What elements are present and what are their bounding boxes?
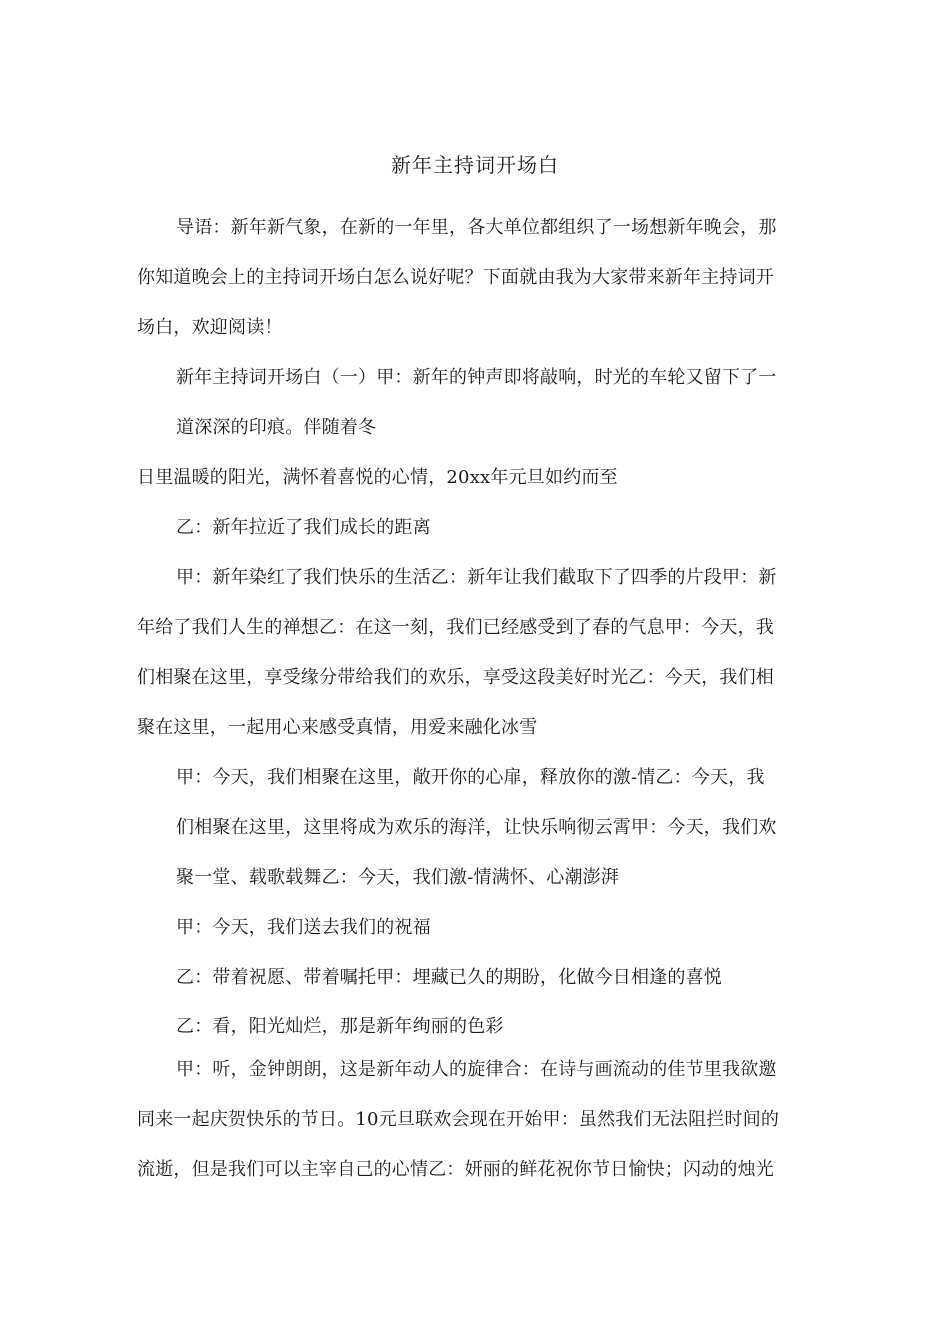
paragraph-line: 新年主持词开场白（一）甲：新年的钟声即将敲响，时光的车轮又留下了一: [176, 367, 777, 388]
document-title: 新年主持词开场白: [391, 153, 559, 177]
paragraph-line: 们相聚在这里，这里将成为欢乐的海洋，让快乐响彻云霄甲：今天，我们欢: [176, 817, 777, 838]
paragraph-line: 同来一起庆贺快乐的节日。10元旦联欢会现在开始甲：虽然我们无法阻拦时间的: [137, 1109, 780, 1130]
paragraph-line: 日里温暖的阳光，满怀着喜悦的心情，20xx年元旦如约而至: [137, 467, 618, 488]
paragraph-line: 年给了我们人生的禅想乙：在这一刻，我们已经感受到了春的气息甲：今天，我: [137, 617, 774, 638]
paragraph-line: 甲：听，金钟朗朗，这是新年动人的旋律合：在诗与画流动的佳节里我欲邀: [176, 1059, 777, 1080]
paragraph-line: 道深深的印痕。伴随着冬: [176, 417, 377, 438]
paragraph-line: 导语：新年新气象，在新的一年里，各大单位都组织了一场想新年晚会，那: [176, 217, 777, 238]
paragraph-line: 甲：新年染红了我们快乐的生活乙：新年让我们截取下了四季的片段甲：新: [176, 567, 777, 588]
paragraph-line: 你知道晚会上的主持词开场白怎么说好呢？下面就由我为大家带来新年主持词开: [137, 267, 774, 288]
paragraph-line: 流逝，但是我们可以主宰自己的心情乙：妍丽的鲜花祝你节日愉快；闪动的烛光: [137, 1159, 774, 1180]
paragraph-line: 乙：看，阳光灿烂，那是新年绚丽的色彩: [176, 1016, 504, 1037]
paragraph-line: 甲：今天，我们相聚在这里，敞开你的心扉，释放你的激-情乙：今天，我: [176, 767, 765, 788]
paragraph-line: 聚在这里，一起用心来感受真情，用爱来融化冰雪: [137, 717, 538, 738]
paragraph-line: 乙：新年拉近了我们成长的距离: [176, 517, 431, 538]
paragraph-line: 聚一堂、载歌载舞乙：今天，我们激-情满怀、心潮澎湃: [176, 867, 620, 888]
paragraph-line: 们相聚在这里，享受缘分带给我们的欢乐，享受这段美好时光乙：今天，我们相: [137, 667, 774, 688]
paragraph-line: 乙：带着祝愿、带着嘱托甲：埋藏已久的期盼，化做今日相逢的喜悦: [176, 967, 722, 988]
paragraph-line: 甲：今天，我们送去我们的祝福: [176, 917, 431, 938]
paragraph-line: 场白，欢迎阅读！: [137, 317, 283, 338]
